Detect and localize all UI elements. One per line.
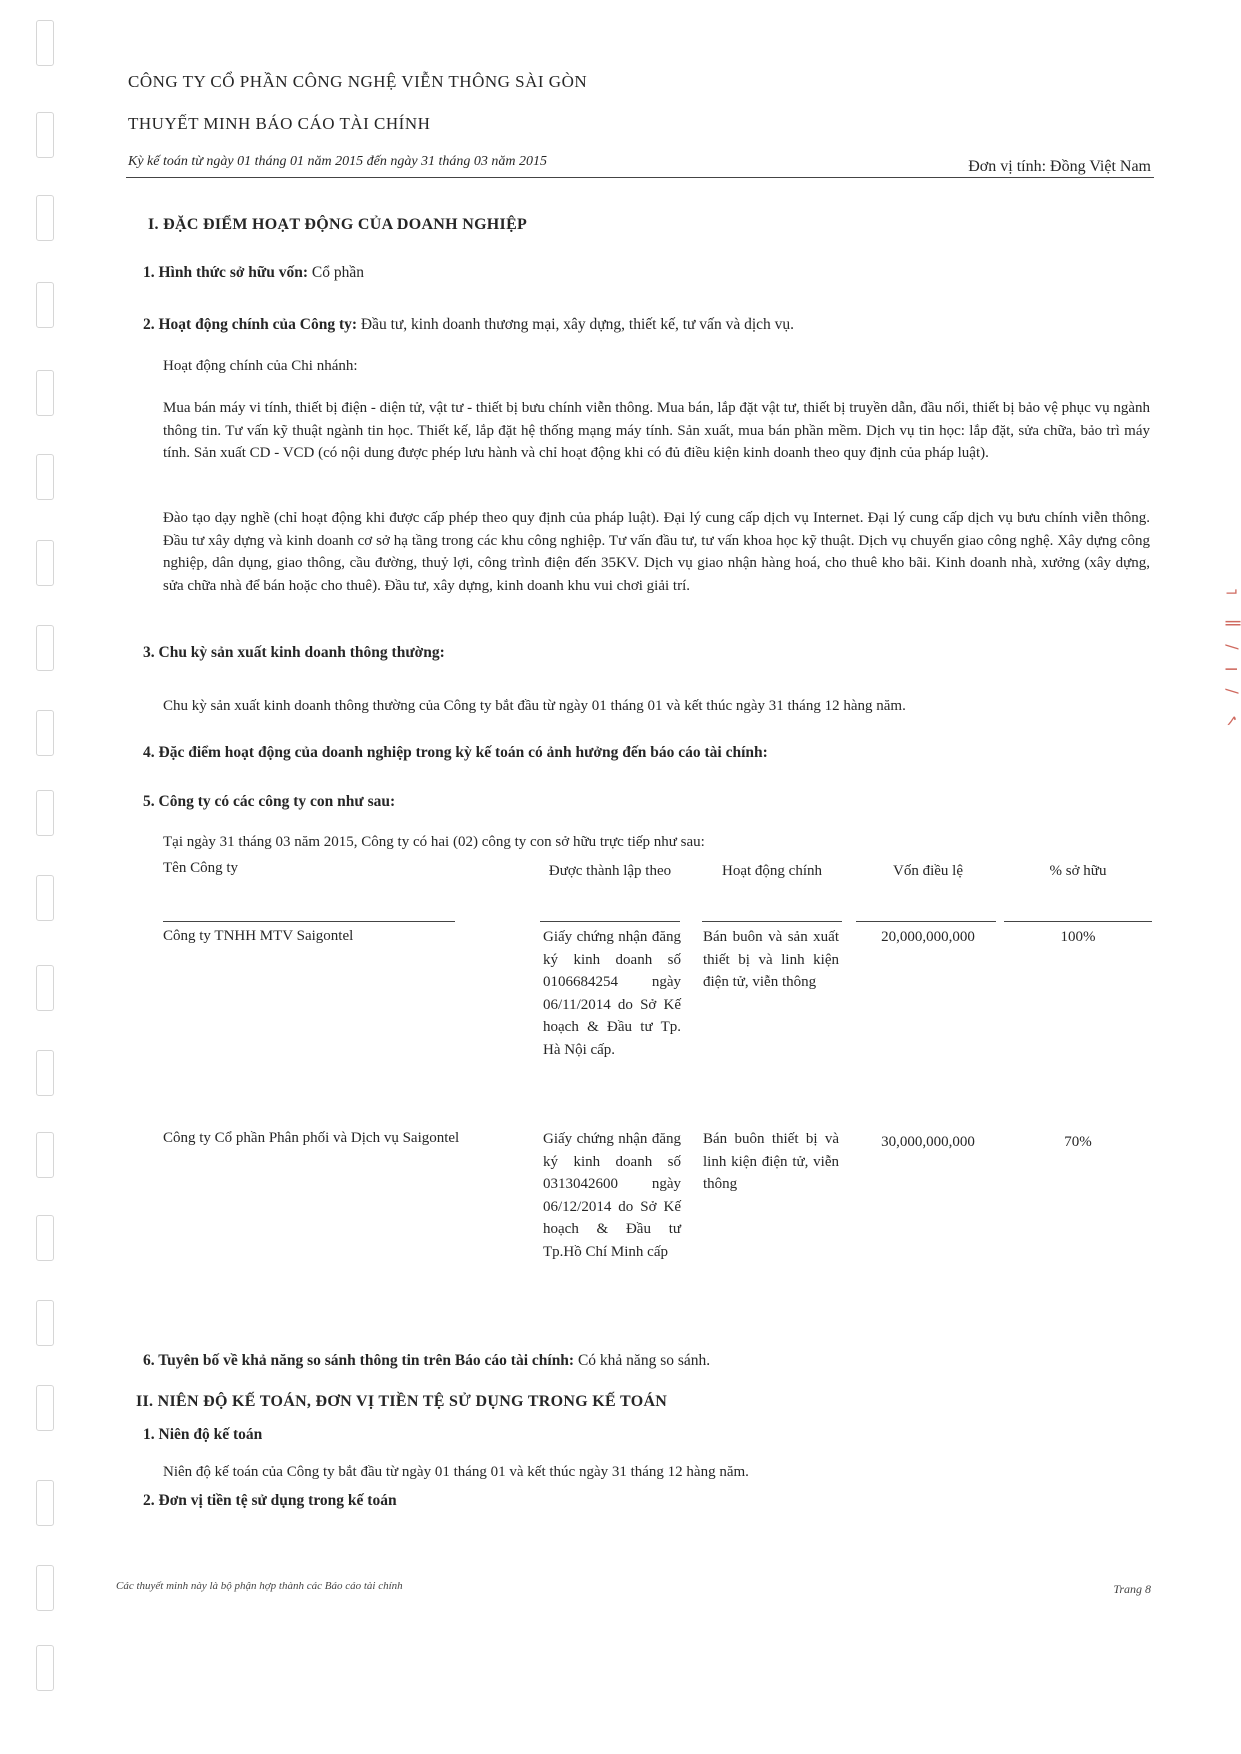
item-1-heading — [143, 264, 364, 282]
header-underline — [702, 921, 842, 922]
branch-activities-label: Hoạt động chính của Chi nhánh: — [163, 358, 358, 374]
binder-hole — [36, 965, 54, 1011]
item-3-heading: 3. Chu kỳ sản xuất kinh doanh thông thường: — [143, 644, 445, 661]
row-1-ownership: 100% — [1060, 929, 1096, 945]
col-header-ownership: % sở hữu — [1049, 863, 1107, 879]
col-header-established: Được thành lập theo — [548, 863, 672, 879]
binder-hole — [36, 875, 54, 921]
binder-hole — [36, 454, 54, 500]
section-2-title: II. NIÊN ĐỘ KẾ TOÁN, ĐƠN VỊ TIỀN TỆ SỬ DỤNG TRONG KẾ TOÁN — [136, 1393, 668, 1410]
binder-hole — [36, 1645, 54, 1691]
section-2-item-2-heading: 2. Đơn vị tiền tệ sử dụng trong kế toán — [143, 1492, 397, 1509]
item-2-value: Đầu tư, kinh doanh thương mại, xây dựng, thiết kế, tư vấn và dịch vụ. — [357, 316, 795, 333]
binder-hole — [36, 282, 54, 328]
header-underline — [163, 921, 455, 922]
item-1-label: 1. Hình thức sở hữu vốn: — [143, 264, 309, 281]
section-2-item-1-text: Niên độ kế toán của Công ty bắt đầu từ ngày 01 tháng 01 và kết thúc ngày 31 tháng 12 hàng năm. — [163, 1464, 749, 1480]
section-1-title: I. ĐẶC ĐIỂM HOẠT ĐỘNG CỦA DOANH NGHIỆP — [148, 216, 528, 233]
row-1-activity: Bán buôn và sản xuất thiết bị và linh kiện điện tử, viễn thông — [703, 929, 839, 990]
item-6-value: Có khả năng so sánh. — [574, 1352, 711, 1369]
header-underline — [540, 921, 680, 922]
binder-hole — [36, 1565, 54, 1611]
binder-hole — [36, 195, 54, 241]
binder-hole — [36, 370, 54, 416]
binder-hole — [36, 1132, 54, 1178]
report-subtitle: THUYẾT MINH BÁO CÁO TÀI CHÍNH — [128, 114, 431, 133]
binder-hole — [36, 20, 54, 66]
header-rule — [126, 177, 1154, 178]
currency-unit: Đơn vị tính: Đồng Việt Nam — [968, 158, 1151, 175]
item-5-intro: Tại ngày 31 tháng 03 năm 2015, Công ty có hai (02) công ty con sở hữu trực tiếp như sau: — [163, 834, 705, 850]
binder-holes — [36, 20, 60, 1720]
binder-hole — [36, 790, 54, 836]
row-1-established: Giấy chứng nhận đăng ký kinh doanh số 0106684254 ngày 06/11/2014 do Sở Kế hoạch & Đầu tư Tp. Hà Nội cấp. — [543, 929, 681, 1058]
item-6-heading — [143, 1352, 710, 1370]
footer-note: Các thuyết minh này là bộ phận hợp thành các Báo cáo tài chính — [116, 1580, 403, 1592]
row-2-company: Công ty Cổ phần Phân phối và Dịch vụ Saigontel — [163, 1130, 460, 1146]
accounting-period: Kỳ kế toán từ ngày 01 tháng 01 năm 2015 đến ngày 31 tháng 03 năm 2015 — [128, 154, 548, 169]
row-2-established: Giấy chứng nhận đăng ký kinh doanh số 0313042600 ngày 06/12/2014 do Sở Kế hoạch & Đầu tư Tp.Hồ Chí Minh cấp — [543, 1131, 681, 1260]
header-underline — [856, 921, 996, 922]
row-2-ownership: 70% — [1064, 1134, 1092, 1150]
item-4-heading: 4. Đặc điểm hoạt động của doanh nghiệp trong kỳ kế toán có ảnh hưởng đến báo cáo tài chính: — [143, 744, 768, 761]
binder-hole — [36, 710, 54, 756]
red-stamp-mark: ✓ ∕ Ι ∕ ǁ ⌐ — [1222, 577, 1241, 730]
header-underline — [1004, 921, 1152, 922]
item-6-label: 6. Tuyên bố về khả năng so sánh thông tin trên Báo cáo tài chính: — [143, 1352, 575, 1369]
item-1-value: Cổ phần — [308, 264, 364, 281]
row-1-capital: 20,000,000,000 — [881, 929, 975, 945]
col-header-activity: Hoạt động chính — [722, 863, 822, 879]
page-number: Trang 8 — [1113, 1582, 1151, 1596]
binder-hole — [36, 1050, 54, 1096]
item-5-heading: 5. Công ty có các công ty con như sau: — [143, 793, 396, 810]
binder-hole — [36, 540, 54, 586]
col-header-capital: Vốn điều lệ — [893, 863, 963, 879]
item-2-heading — [143, 316, 794, 334]
company-name: CÔNG TY CỔ PHẦN CÔNG NGHỆ VIỄN THÔNG SÀI GÒN — [128, 72, 588, 91]
binder-hole — [36, 1215, 54, 1261]
binder-hole — [36, 625, 54, 671]
section-2-item-1-heading: 1. Niên độ kế toán — [143, 1426, 263, 1443]
branch-activities-para-1: Mua bán máy vi tính, thiết bị điện - diện tử, vật tư - thiết bị bưu chính viễn thông. Mua bán, lắp đặt vật tư, thiết bị truyền dẫn, đầu nối, thiết bị bảo vệ phục vụ ngành thông tin. Tư vấn kỹ thuật ngành tin học. Thiết kế, lắp đặt hệ thống mạng máy tính. Sản xuất, mua bán phần mềm. Dịch vụ tin học: lắp đặt, sửa chữa, bảo trì máy tính. Sản xuất CD - VCD (có nội dung được phép lưu hành và chỉ hoạt động khi có đủ điều kiện kinh doanh theo quy định của pháp luật). — [163, 400, 1150, 461]
branch-activities-para-2: Đào tạo dạy nghề (chỉ hoạt động khi được cấp phép theo quy định của pháp luật). Đại lý cung cấp dịch vụ Internet. Đại lý cung cấp dịch vụ bưu chính viễn thông. Đầu tư xây dựng và kinh doanh cơ sở hạ tầng trong các khu công nghiệp. Tư vấn đầu tư, tư vấn khoa học kỹ thuật. Dịch vụ chuyển giao công nghệ. Xây dựng công nghiệp, dân dụng, giao thông, cầu đường, thuỷ lợi, công trình điện đến 35KV. Dịch vụ giao nhận hàng hoá, cho thuê kho bãi. Kinh doanh nhà, xưởng (xây dựng, sửa chữa nhà để bán hoặc cho thuê). Đầu tư, xây dựng, kinh doanh khu vui chơi giải trí. — [163, 510, 1150, 594]
row-2-activity: Bán buôn thiết bị và linh kiện điện tử, viễn thông — [703, 1131, 839, 1192]
row-1-company: Công ty TNHH MTV Saigontel — [163, 928, 354, 944]
row-2-capital: 30,000,000,000 — [881, 1134, 975, 1150]
binder-hole — [36, 1385, 54, 1431]
item-2-label: 2. Hoạt động chính của Công ty: — [143, 316, 358, 333]
binder-hole — [36, 1480, 54, 1526]
binder-hole — [36, 1300, 54, 1346]
col-header-company: Tên Công ty — [163, 860, 238, 876]
item-3-text: Chu kỳ sản xuất kinh doanh thông thường của Công ty bắt đầu từ ngày 01 tháng 01 và kết thúc ngày 31 tháng 12 hàng năm. — [163, 698, 906, 714]
binder-hole — [36, 112, 54, 158]
